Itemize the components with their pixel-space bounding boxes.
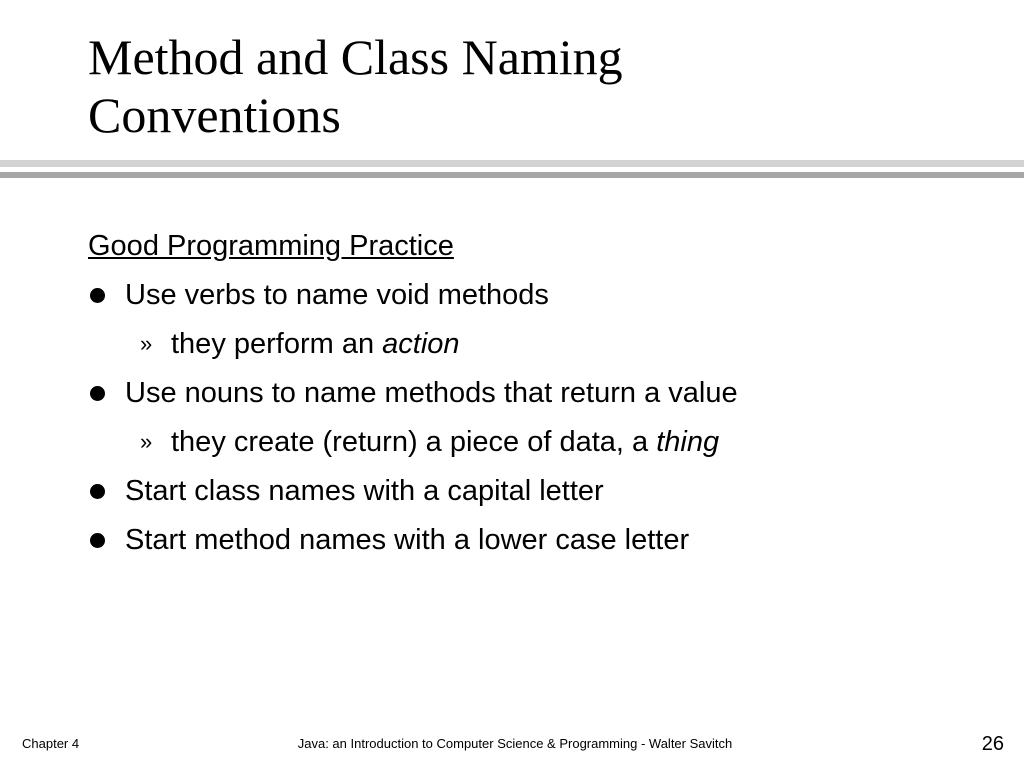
bullet-item bbox=[88, 522, 988, 558]
slide-title bbox=[88, 28, 968, 144]
bullet-text: Use verbs to name void methods bbox=[125, 279, 549, 311]
slide-body bbox=[88, 228, 988, 571]
sub-bullet-text bbox=[171, 326, 460, 362]
bullet-text: Start class names with a capital letter bbox=[125, 475, 604, 507]
footer-chapter: Chapter 4 bbox=[22, 736, 80, 751]
sub-bullet-emphasis: thing bbox=[656, 426, 720, 458]
bullet-dot-icon bbox=[90, 288, 105, 303]
title-line-1: Method and Class Naming bbox=[88, 29, 623, 85]
sub-bullet-plain-text: they perform an bbox=[171, 328, 383, 360]
sub-bullet-item bbox=[88, 424, 988, 460]
section-heading: Good Programming Practice bbox=[88, 230, 454, 262]
sub-bullet-marker-icon: » bbox=[140, 429, 153, 454]
title-divider-dark bbox=[0, 172, 1024, 178]
sub-bullet-emphasis: action bbox=[382, 328, 460, 360]
sub-bullet-text bbox=[171, 424, 719, 460]
bullet-item bbox=[88, 473, 988, 509]
sub-bullet-item bbox=[88, 326, 988, 362]
bullet-text: Start method names with a lower case letter bbox=[125, 524, 690, 556]
bullet-dot-icon bbox=[90, 484, 105, 499]
bullet-text: Use nouns to name methods that return a value bbox=[125, 377, 738, 409]
sub-bullet-plain-text: they create (return) a piece of data, a bbox=[171, 426, 657, 458]
footer-book-title: Java: an Introduction to Computer Science & Programming - Walter Savitch bbox=[297, 736, 733, 751]
page-number: 26 bbox=[981, 733, 1004, 755]
title-line-2: Conventions bbox=[88, 87, 341, 143]
bullet-item bbox=[88, 375, 988, 411]
sub-bullet-marker-icon: » bbox=[140, 331, 153, 356]
bullet-dot-icon bbox=[90, 533, 105, 548]
bullet-item bbox=[88, 277, 988, 313]
title-divider-light bbox=[0, 160, 1024, 167]
bullet-dot-icon bbox=[90, 386, 105, 401]
